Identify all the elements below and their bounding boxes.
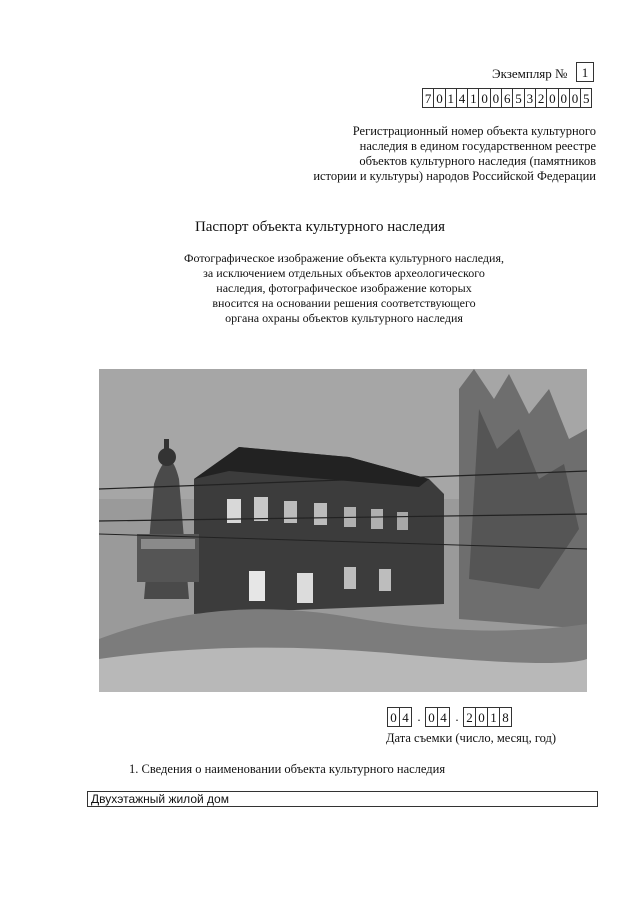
date-separator: . — [417, 709, 421, 724]
reg-digit: 7 — [422, 88, 434, 108]
reg-digit: 0 — [433, 88, 445, 108]
reg-digit: 3 — [524, 88, 536, 108]
copy-number-box: 1 — [576, 62, 594, 82]
date-separator: . — [455, 709, 459, 724]
photo-caption: Фотографическое изображение объекта культурного наследия, за исключением отдельных объектов археологического наследия, фотографическое изображение которых вносится на основании решения соответствующего органа охраны объектов культурного наследия — [184, 251, 504, 325]
reg-digit: 6 — [501, 88, 513, 108]
date-digit: 4 — [399, 707, 412, 727]
registration-number-boxes — [423, 88, 592, 108]
reg-digit: 4 — [456, 88, 468, 108]
reg-digit: 0 — [558, 88, 570, 108]
page-title: Паспорт объекта культурного наследия — [194, 219, 446, 235]
object-name-field: Двухэтажный жилой дом — [87, 791, 598, 807]
shoot-date-boxes — [388, 707, 512, 727]
date-digit: 2 — [463, 707, 476, 727]
date-year — [464, 707, 512, 727]
copy-number-label: Экземпляр № — [492, 66, 568, 81]
reg-digit: 0 — [478, 88, 490, 108]
date-digit: 0 — [387, 707, 400, 727]
section-heading: 1. Сведения о наименовании объекта культурного наследия — [129, 762, 446, 776]
reg-digit: 5 — [580, 88, 592, 108]
reg-digit: 5 — [512, 88, 524, 108]
date-digit: 1 — [487, 707, 500, 727]
reg-digit: 0 — [490, 88, 502, 108]
reg-digit: 0 — [569, 88, 581, 108]
building-photo — [99, 369, 587, 692]
shoot-date-label: Дата съемки (число, месяц, год) — [386, 731, 557, 745]
date-digit: 0 — [475, 707, 488, 727]
reg-digit: 0 — [546, 88, 558, 108]
reg-digit: 1 — [445, 88, 457, 108]
date-day — [388, 707, 412, 727]
date-month — [426, 707, 450, 727]
reg-digit: 1 — [467, 88, 479, 108]
reg-digit: 2 — [535, 88, 547, 108]
date-digit: 4 — [437, 707, 450, 727]
registration-number-caption: Регистрационный номер объекта культурного наследия в едином государственном реестре объектов культурного наследия (памятников истории и культуры) народов Российской Федерации — [313, 124, 596, 183]
date-digit: 0 — [425, 707, 438, 727]
date-digit: 8 — [499, 707, 512, 727]
